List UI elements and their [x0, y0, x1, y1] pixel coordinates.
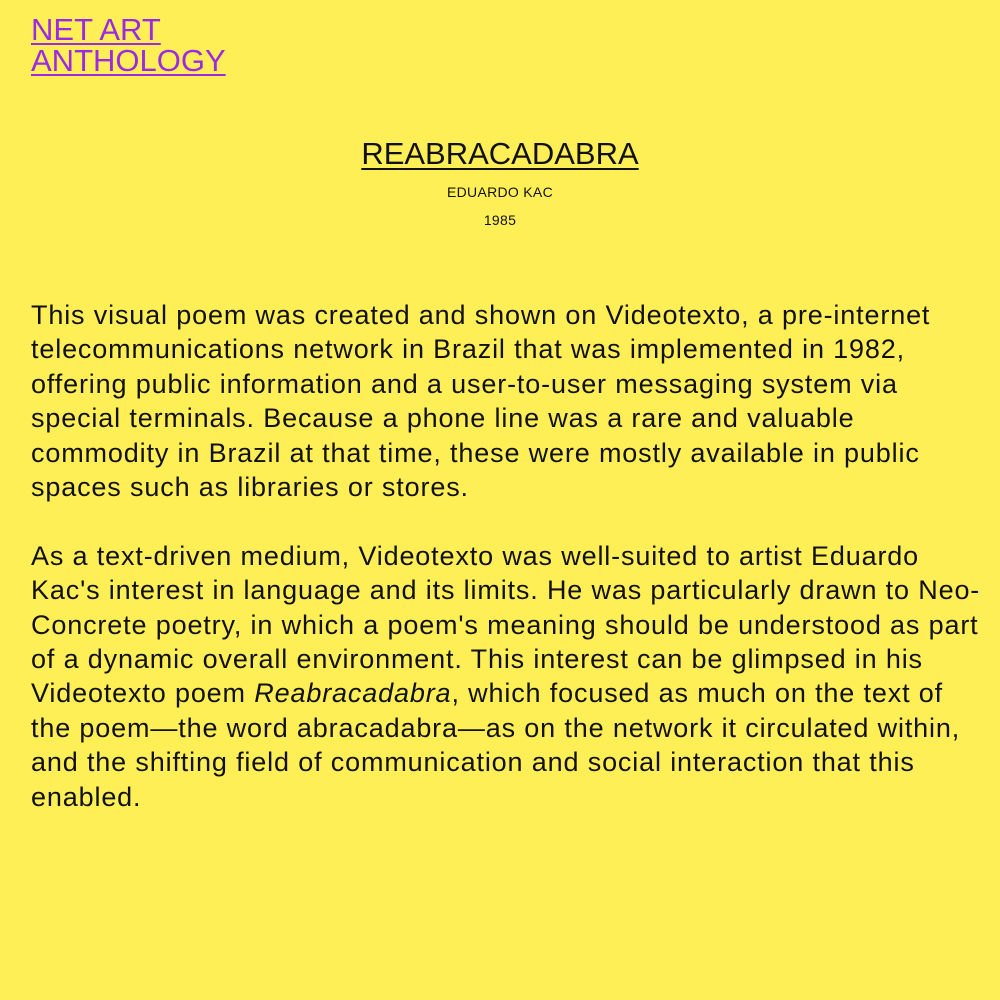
work-title-italic: Reabracadabra — [254, 678, 452, 709]
description — [31, 298, 986, 848]
paragraph-2-text-end: , which focused as much on the text of the poem—the word abracadabra—as on the network it circulated within, and the shifting field of communication and social interaction that this enabled. — [31, 678, 961, 812]
logo-line-1: NET ART — [31, 12, 161, 47]
site-logo-link[interactable] — [31, 14, 226, 76]
paragraph-2-text-start: As a text-driven medium, Videotexto was well-suited to artist Eduardo Kac's interest in language and its limits. He was particularly drawn to Neo-Concrete poetry, in which a poem's meaning should be understood as part of a dynamic overall environment. This interest can be glimpsed in his Videotexto poem — [31, 540, 981, 709]
artist-name: EDUARDO KAC — [447, 184, 553, 200]
description-paragraph-2 — [31, 539, 986, 814]
description-paragraph-1: This visual poem was created and shown on Videotexto, a pre-internet telecommunications network in Brazil that was implemented in 1982, offering public information and a user-to-user messaging system via special terminals. Because a phone line was a rare and valuable commodity in Brazil at that time, these were mostly available in public spaces such as libraries or stores. — [31, 300, 931, 503]
work-header — [0, 136, 1000, 228]
work-year: 1985 — [483, 212, 517, 228]
logo-line-2: ANTHOLOGY — [31, 43, 226, 78]
work-title[interactable]: REABRACADABRA — [361, 136, 639, 171]
